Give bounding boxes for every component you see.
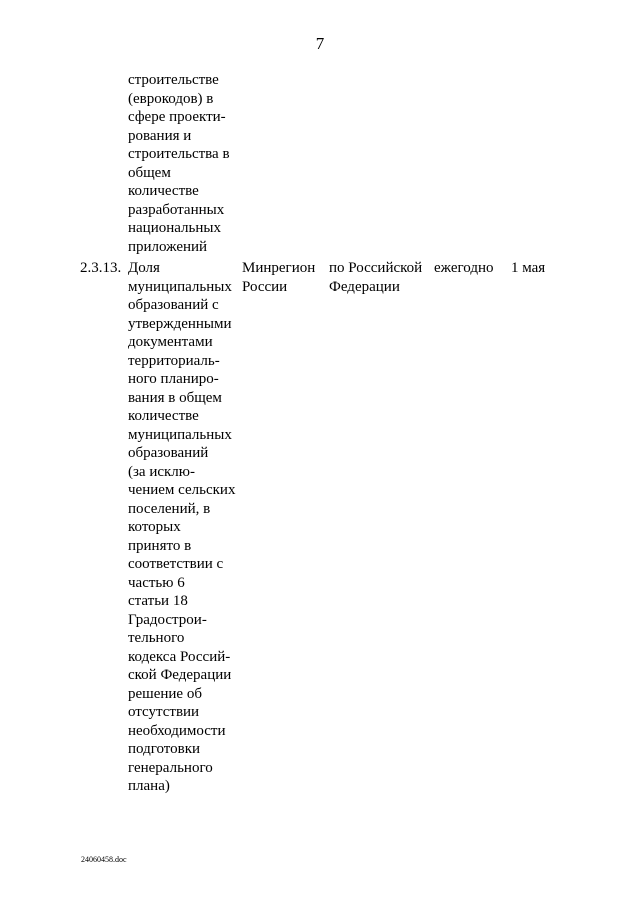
text-line: решение об — [128, 685, 202, 702]
text-line: соответствии с — [128, 556, 224, 572]
text-line: генерального — [128, 759, 213, 776]
text-line: строительстве — [128, 72, 219, 88]
text-line: количестве — [128, 183, 199, 199]
text-line: разработанных — [128, 201, 225, 218]
text-line: которых — [128, 519, 181, 535]
text-line: Градострои- — [128, 611, 207, 628]
text-line: Доля — [128, 260, 160, 276]
territorial-scope — [329, 259, 429, 296]
text-line: документами — [128, 334, 213, 350]
reporting-frequency: ежегодно — [434, 260, 494, 276]
text-line: ской Федерации — [128, 667, 232, 683]
text-line: образований с — [128, 297, 219, 313]
text-line: отсутствии — [128, 704, 200, 720]
text-line: (еврокодов) в — [128, 90, 214, 107]
text-line: муниципальных — [128, 426, 232, 443]
text-line: подготовки — [128, 741, 201, 757]
text-line: статьи 18 — [128, 593, 188, 609]
text-line: частью 6 — [128, 574, 185, 591]
responsible-agency — [242, 259, 322, 296]
text-line: России — [242, 278, 288, 295]
text-line: Минрегион — [242, 260, 316, 276]
text-line: утвержденными — [128, 315, 232, 332]
text-line: поселений, в — [128, 500, 211, 517]
text-line: общем — [128, 164, 171, 181]
text-line: по Российской — [329, 260, 423, 276]
continued-indicator-text — [128, 71, 238, 256]
text-line: приложений — [128, 238, 208, 255]
text-line: вания в общем — [128, 389, 222, 406]
text-line: образований — [128, 445, 209, 461]
indicator-description — [128, 259, 240, 796]
text-line: ного планиро- — [128, 371, 219, 387]
text-line: муниципальных — [128, 278, 232, 295]
text-line: чением сельских — [128, 482, 236, 498]
reporting-deadline: 1 мая — [511, 260, 546, 276]
text-line: территориаль- — [128, 352, 220, 369]
text-line: (за исклю- — [128, 463, 195, 480]
footer-file-name: 24060458.doc — [81, 855, 127, 864]
text-line: строительства в — [128, 146, 230, 162]
text-line: принято в — [128, 537, 192, 554]
text-line: кодекса Россий- — [128, 648, 231, 665]
text-line: сфере проекти- — [128, 109, 226, 125]
text-line: Федерации — [329, 278, 400, 295]
text-line: национальных — [128, 220, 221, 236]
text-line: количестве — [128, 408, 199, 424]
row-number: 2.3.13. — [80, 260, 122, 276]
text-line: плана) — [128, 778, 170, 794]
text-line: необходимости — [128, 722, 226, 739]
text-line: рования и — [128, 127, 192, 144]
text-line: тельного — [128, 630, 185, 646]
page-number: 7 — [315, 34, 325, 53]
